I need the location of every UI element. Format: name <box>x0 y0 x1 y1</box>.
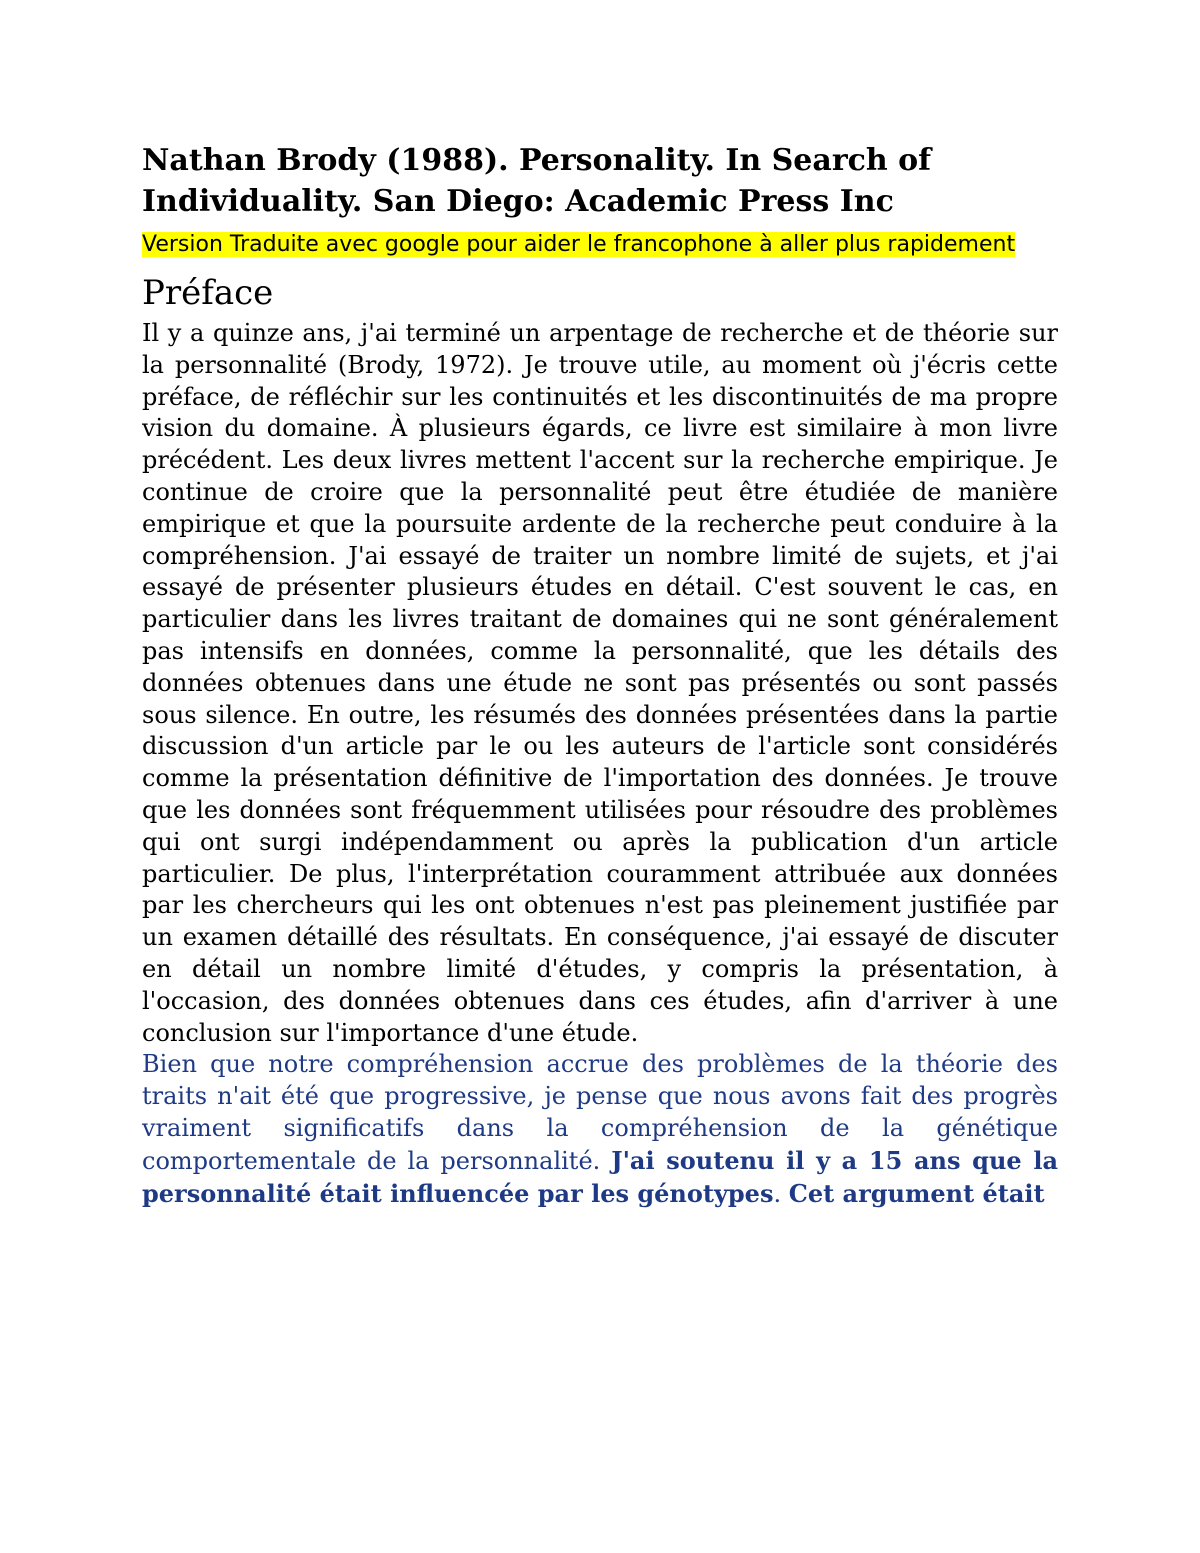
paragraph-1: Il y a quinze ans, j'ai terminé un arpentage de recherche et de théorie sur la personnalité (Brody, 1972). Je trouve utile, au moment où j'écris cette préface, de réfléchir sur les continuités et les discontinuités de ma propre vision du domaine. À plusieurs égards, ce livre est similaire à mon livre précédent. Les deux livres mettent l'accent sur la recherche empirique. Je continue de croire que la personnalité peut être étudiée de manière empirique et que la poursuite ardente de la recherche peut conduire à la compréhension. J'ai essayé de traiter un nombre limité de sujets, et j'ai essayé de présenter plusieurs études en détail. C'est souvent le cas, en particulier dans les livres traitant de domaines qui ne sont généralement pas intensifs en données, comme la personnalité, que les détails des données obtenues dans une étude ne sont pas présentés ou sont passés sous silence. En outre, les résumés des données présentées dans la partie discussion d'un article par le ou les auteurs de l'article sont considérés comme la présentation définitive de l'importation des données. Je trouve que les données sont fréquemment utilisées pour résoudre des problèmes qui ont surgi indépendamment ou après la publication d'un article particulier. De plus, l'interprétation couramment attribuée aux données par les chercheurs qui les ont obtenues n'est pas pleinement justifiée par un examen détaillé des résultats. En conséquence, j'ai essayé de discuter en détail un nombre limité d'études, y compris la présentation, à l'occasion, des données obtenues dans ces études, afin d'arriver à une conclusion sur l'importance d'une étude. <box>142 319 1058 1047</box>
section-heading: Préface <box>142 273 274 313</box>
document-page <box>142 140 1058 1210</box>
paragraph-2-tail: . <box>773 1179 789 1208</box>
paragraph-2-bold-2: Cet argument était <box>788 1178 1045 1208</box>
paragraph-2-bold: J'ai soutenu il y a 15 ans que la personnalité était influencée par les génotypes <box>142 1145 1058 1208</box>
document-title: Nathan Brody (1988). Personality. In Search of Individuality. San Diego: Academic Press Inc <box>142 143 932 219</box>
translation-note <box>142 230 1058 260</box>
paragraph-2-regular: Bien que notre compréhension accrue des problèmes de la théorie des traits n'ait été que progressive, je pense que nous avons fait des progrès vraiment significatifs dans la compréhension de la génétique comportementale de la personnalité. <box>142 1050 1058 1175</box>
paragraph-2 <box>142 1049 1058 1210</box>
highlighted-note-text: Version Traduite avec google pour aider le francophone à aller plus rapidement <box>142 232 1016 257</box>
